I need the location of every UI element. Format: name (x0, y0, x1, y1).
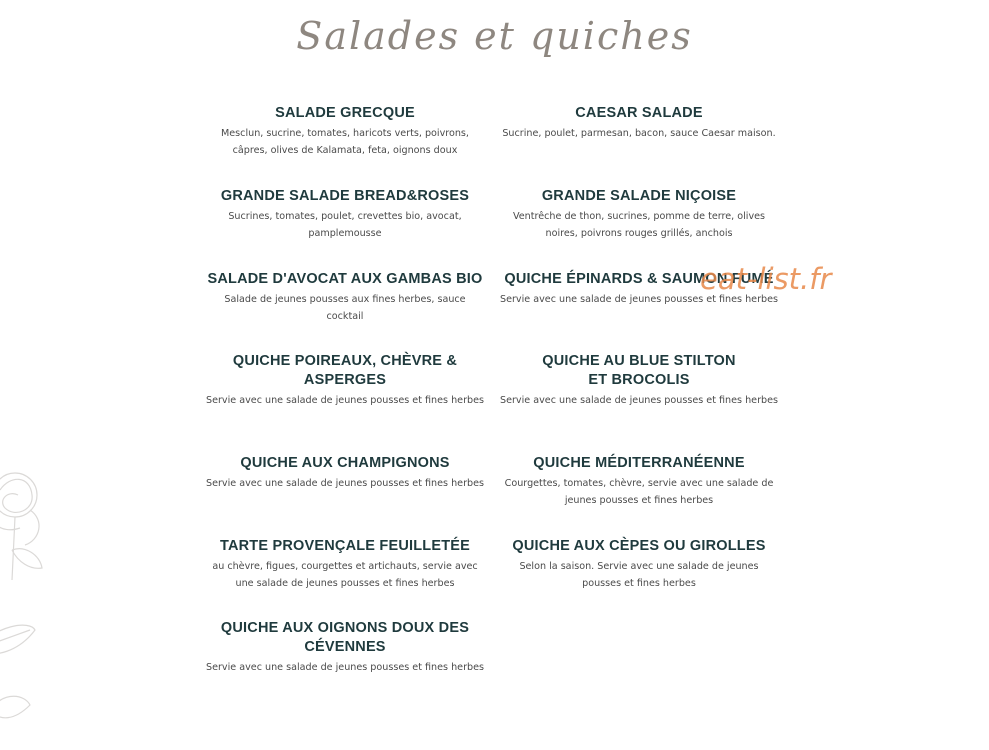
menu-item (200, 187, 490, 242)
menu-item-description: au chèvre, figues, courgettes et artichauts, servie avec une salade de jeunes pousses et fines herbes (212, 561, 478, 589)
menu-item-name: GRANDE SALADE NIÇOISE (541, 188, 737, 204)
menu-item (494, 187, 784, 242)
menu-item (494, 537, 784, 592)
menu-item-description: Courgettes, tomates, chèvre, servie avec une salade de jeunes pousses et fines herbes (504, 478, 774, 506)
menu-item-description: Mesclun, sucrine, tomates, haricots verts, poivrons, câpres, olives de Kalamata, feta, oignons doux (221, 128, 469, 156)
menu-item-name: QUICHE POIREAUX, CHÈVRE & ASPERGES (232, 353, 458, 388)
menu-item-description: Sucrine, poulet, parmesan, bacon, sauce Caesar maison. (502, 128, 776, 139)
menu-item-description: Ventrêche de thon, sucrines, pomme de terre, olives noires, poivrons rouges grillés, anchois (512, 211, 766, 239)
menu-item (200, 104, 490, 159)
menu-item (494, 104, 784, 142)
menu-item-name: QUICHE ÉPINARDS & SAUMON FUMÉ (504, 271, 774, 287)
page-title: Salades et quiches (296, 14, 693, 58)
menu-item-description: Servie avec une salade de jeunes pousses et fines herbes (206, 662, 485, 673)
menu-item (200, 454, 490, 492)
menu-item-description: Servie avec une salade de jeunes pousses et fines herbes (206, 478, 485, 489)
menu-item (200, 352, 490, 409)
menu-item-name: QUICHE AUX OIGNONS DOUX DES CÉVENNES (220, 620, 470, 655)
menu-item-name: QUICHE MÉDITERRANÉENNE (533, 455, 745, 471)
floral-decoration (0, 450, 80, 750)
menu-item (200, 270, 490, 325)
menu-item-name: GRANDE SALADE BREAD&ROSES (220, 188, 470, 204)
menu-item-name: SALADE GRECQUE (275, 105, 415, 121)
watermark: eat-list.fr (700, 262, 832, 296)
menu-item-name: QUICHE AU BLUE STILTON ET BROCOLIS (542, 353, 736, 388)
menu-item-description: Servie avec une salade de jeunes pousses et fines herbes (500, 294, 779, 305)
menu-item (494, 454, 784, 509)
menu-item (494, 352, 784, 409)
menu-item-description: Servie avec une salade de jeunes pousses et fines herbes (500, 395, 779, 406)
menu-item-name: CAESAR SALADE (575, 105, 703, 121)
menu-item-name: QUICHE AUX CÈPES OU GIROLLES (512, 538, 766, 554)
menu-item-name: QUICHE AUX CHAMPIGNONS (240, 455, 450, 471)
menu-item-description: Sucrines, tomates, poulet, crevettes bio, avocat, pamplemousse (228, 211, 462, 239)
menu-item-description: Salade de jeunes pousses aux fines herbes, sauce cocktail (224, 294, 466, 322)
menu-item-name: TARTE PROVENÇALE FEUILLETÉE (219, 538, 471, 554)
menu-item (200, 537, 490, 592)
menu-item-description: Selon la saison. Servie avec une salade de jeunes pousses et fines herbes (519, 561, 759, 589)
menu-item-description: Servie avec une salade de jeunes pousses et fines herbes (206, 395, 485, 406)
menu-item-name: SALADE D'AVOCAT AUX GAMBAS BIO (207, 271, 483, 287)
menu-item (200, 619, 490, 676)
